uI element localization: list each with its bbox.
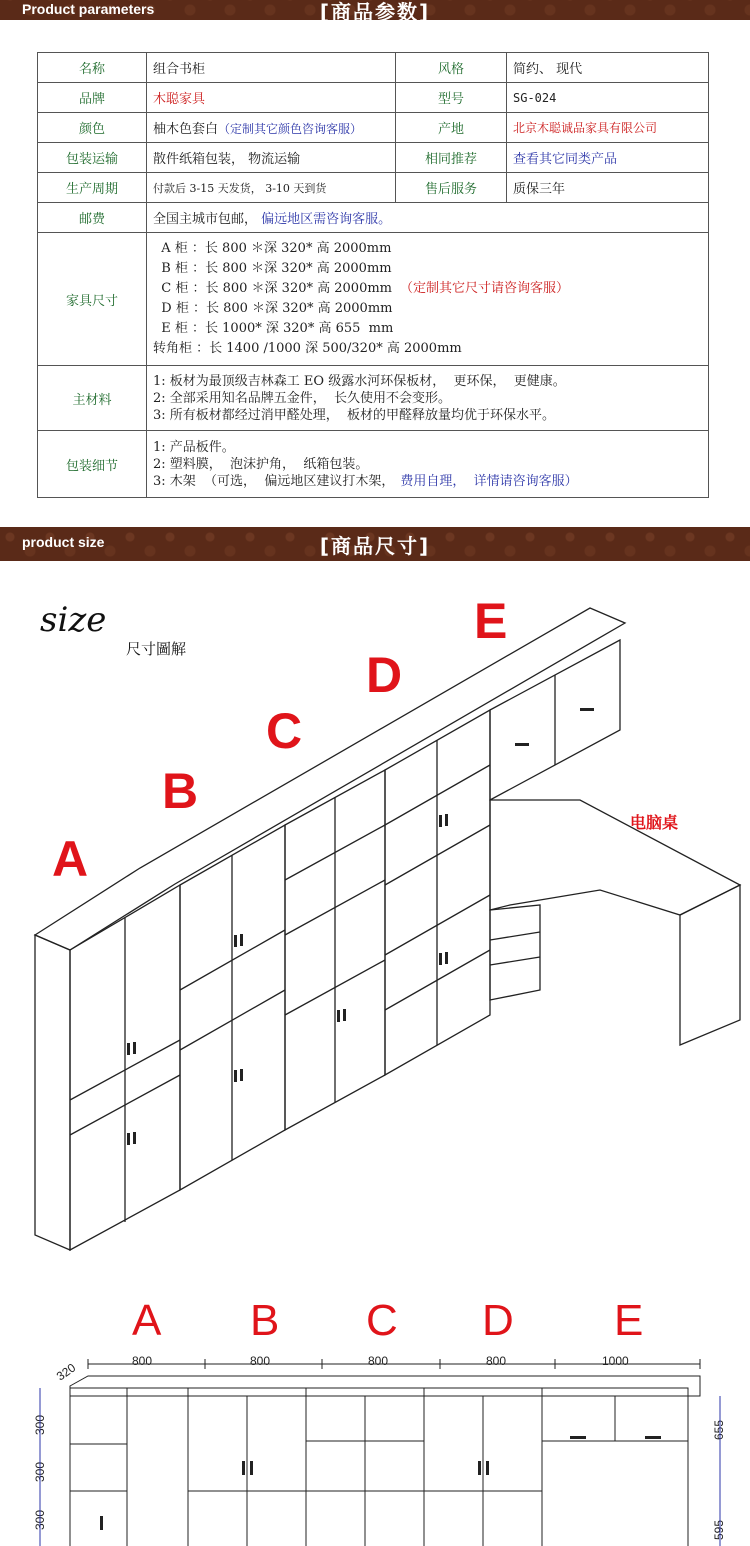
- material-line: 3: 所有板材都经过消甲醛处理， 板材的甲醛释放量均优于环保水平。: [153, 407, 556, 423]
- desk-label: 电脑桌: [630, 813, 679, 832]
- style-value: 简约、 现代: [507, 53, 709, 83]
- banner-cn-title: [商品尺寸]: [319, 534, 431, 558]
- similar-products-link[interactable]: 查看其它同类产品: [507, 143, 709, 173]
- material-line: 2: 全部采用知名品牌五金件， 长久使用不会变形。: [153, 390, 452, 406]
- packing-line: 3: 木架 （可选， 偏远地区建议打木架， 费用自理， 详情请咨询客服）: [153, 473, 578, 489]
- parameter-table: [37, 52, 709, 498]
- aftersale-label: 售后服务: [396, 173, 507, 203]
- cabinet-label-c: C: [266, 703, 303, 759]
- table-row: [38, 143, 709, 173]
- name-label: 名称: [38, 53, 147, 83]
- width-dim-e: 1000: [602, 1354, 629, 1368]
- size-line: 转角柜 ：长 1400 /1000 深 500/320* 高 2000mm: [153, 341, 462, 356]
- section-banner-size: [0, 527, 750, 561]
- width-dim-d: 800: [486, 1354, 507, 1368]
- front-label-b: B: [250, 1296, 280, 1345]
- size-line: D 柜 ：长 800 ＊深 320* 高 2000mm: [153, 301, 393, 316]
- cycle-label: 生产周期: [38, 173, 147, 203]
- packing-label: 包装细节: [38, 431, 147, 498]
- size-note: （定制其它尺寸请咨询客服）: [400, 281, 570, 296]
- color-note: （定制其它颜色咨询客服）: [218, 122, 363, 136]
- size-line: E 柜 ：长 1000* 深 320* 高 655 mm: [153, 321, 394, 336]
- packing-line: 2: 塑料膜， 泡沫护角， 纸箱包装。: [153, 456, 369, 472]
- table-row: [38, 53, 709, 83]
- cabinet-label-a: A: [52, 831, 89, 887]
- table-row: [38, 83, 709, 113]
- front-label-d: D: [482, 1296, 514, 1345]
- width-dim-b: 800: [250, 1354, 271, 1368]
- material-value-cell: [147, 366, 709, 431]
- height-dim-e-lower: 595: [712, 1519, 726, 1540]
- color-value: 柚木色套白: [153, 122, 219, 137]
- banner-en-title: Product parameters: [22, 1, 155, 17]
- origin-value: 北京木聪诚品家具有限公司: [507, 113, 709, 143]
- size-line: C 柜 ：长 800 ＊深 320* 高 2000mm （定制其它尺寸请咨询客服）: [153, 281, 570, 296]
- height-dim-1: 300: [33, 1414, 47, 1435]
- size-line: B 柜 ：长 800 ＊深 320* 高 2000mm: [153, 261, 392, 276]
- size-logo-script: size: [40, 600, 107, 640]
- front-elevation-drawing: [0, 1356, 750, 1546]
- color-value-cell: [147, 113, 396, 143]
- name-value: 组合书柜: [147, 53, 396, 83]
- cycle-value: 付款后 3-15 天发货， 3-10 天到货: [147, 173, 396, 203]
- banner-en-title: product size: [22, 534, 105, 550]
- height-dim-2: 300: [33, 1461, 47, 1482]
- cabinet-label-e: E: [474, 593, 508, 649]
- size-label: 家具尺寸: [38, 233, 147, 366]
- color-label: 颜色: [38, 113, 147, 143]
- table-row: [38, 173, 709, 203]
- table-row: [38, 113, 709, 143]
- packing-line: 1: 产品板件。: [153, 439, 235, 455]
- brand-value: 木聪家具: [147, 83, 396, 113]
- material-line: 1: 板材为最顶级吉林森工 EO 级露水河环保板材， 更环保， 更健康。: [153, 373, 566, 389]
- postage-value-cell: [147, 203, 709, 233]
- table-row: [38, 431, 709, 498]
- front-label-c: C: [366, 1296, 398, 1345]
- material-label: 主材料: [38, 366, 147, 431]
- width-dim-a: 800: [132, 1354, 153, 1368]
- cabinet-label-d: D: [366, 647, 403, 703]
- height-dim-e-upper: 655: [712, 1419, 726, 1440]
- postage-value: 全国主城市包邮，: [153, 212, 258, 227]
- postage-note: 偏远地区需咨询客服。: [261, 212, 392, 227]
- origin-label: 产地: [396, 113, 507, 143]
- similar-label: 相同推荐: [396, 143, 507, 173]
- depth-dim: 320: [53, 1360, 79, 1384]
- banner-cn-title: [商品参数]: [319, 0, 431, 24]
- aftersale-value: 质保三年: [507, 173, 709, 203]
- packing-value-cell: [147, 431, 709, 498]
- cabinet-label-b: B: [162, 763, 199, 819]
- model-value: SG-024: [507, 83, 709, 113]
- shipping-label: 包装运输: [38, 143, 147, 173]
- shipping-value: 散件纸箱包装， 物流运输: [147, 143, 396, 173]
- section-banner-parameters: [0, 0, 750, 24]
- height-dim-3: 300: [33, 1509, 47, 1530]
- model-label: 型号: [396, 83, 507, 113]
- packing-note: 费用自理， 详情请咨询客服）: [400, 473, 578, 489]
- width-dim-c: 800: [368, 1354, 389, 1368]
- front-label-a: A: [132, 1296, 162, 1345]
- postage-label: 邮费: [38, 203, 147, 233]
- size-logo-cn: 尺寸圖解: [126, 640, 187, 658]
- table-row: [38, 203, 709, 233]
- style-label: 风格: [396, 53, 507, 83]
- brand-label: 品牌: [38, 83, 147, 113]
- front-label-e: E: [614, 1296, 644, 1345]
- table-row: [38, 366, 709, 431]
- table-row: [38, 233, 709, 366]
- size-value-cell: [147, 233, 709, 366]
- size-line: A 柜 ：长 800 ＊深 320* 高 2000mm: [153, 241, 392, 256]
